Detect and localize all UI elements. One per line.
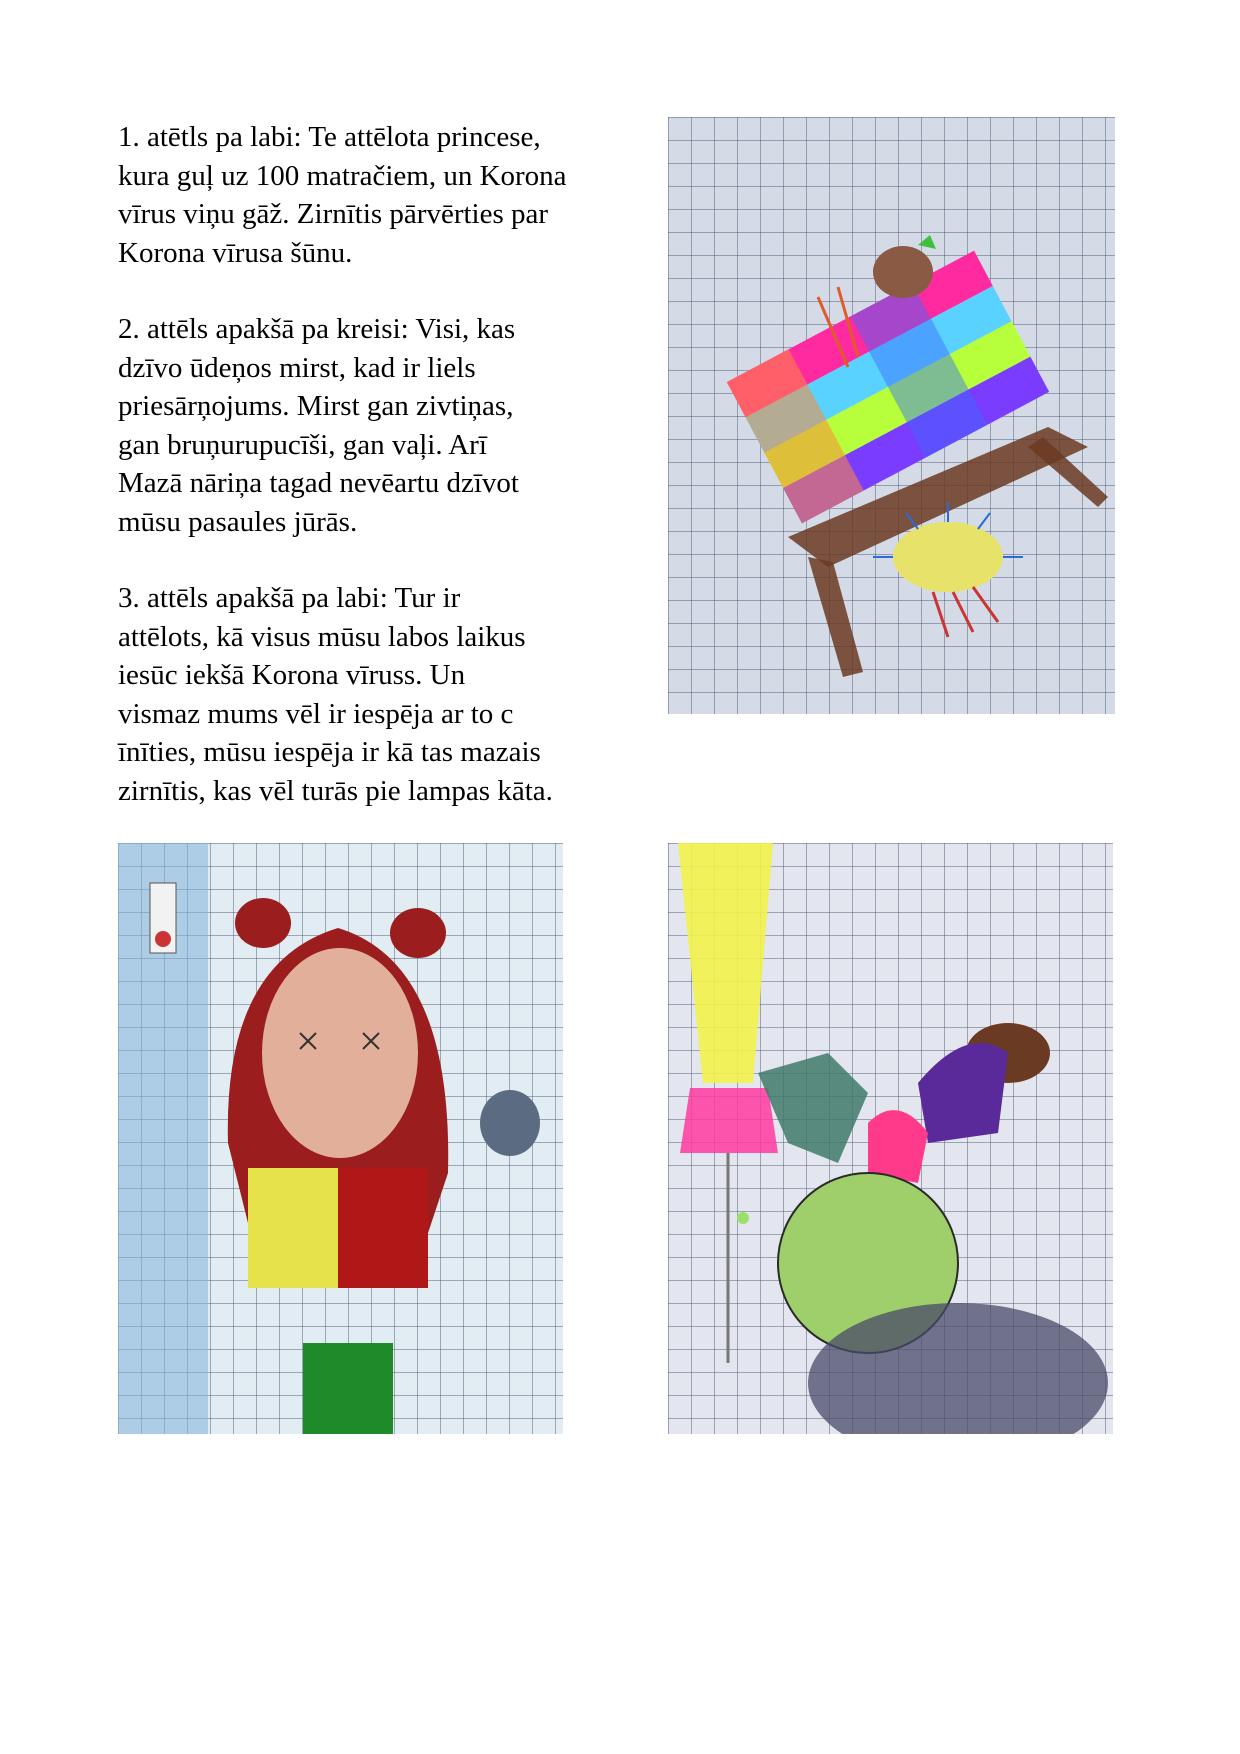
lamp-virus-illustration <box>668 843 1113 1434</box>
caption-paragraph-3: 3. attēls apakšā pa labi: Tur ir attēlots, kā visus mūsu labos laikus iesūc iekšā Korona vīruss. Un vismaz mums vēl ir iespēja ar to c īnīties, mūsu iespēja ir kā tas mazais zirnītis, kas vēl turās pie lampas kāta. <box>118 582 553 807</box>
princess-mattresses-illustration <box>668 117 1115 714</box>
caption-text-block <box>118 118 658 848</box>
caption-paragraph-1: 1. atētls pa labi: Te attēlota princese, kura guļ uz 100 matračiem, un Korona vīrus viņu gāž. Zirnītis pārvērties par Korona vīrusa šūnu. <box>118 121 567 269</box>
drawing-mermaid <box>118 843 563 1434</box>
mermaid-illustration <box>118 843 563 1434</box>
drawing-princess-mattresses <box>668 117 1115 714</box>
drawing-lamp-virus <box>668 843 1113 1434</box>
caption-paragraph-2: 2. attēls apakšā pa kreisi: Visi, kas dzīvo ūdeņos mirst, kad ir liels priesārņojums. Mirst gan zivtiņas, gan bruņurupucīši, gan vaļi. Arī Mazā nāriņa tagad nevēartu dzīvot mūsu pasaules jūrās. <box>118 313 519 538</box>
